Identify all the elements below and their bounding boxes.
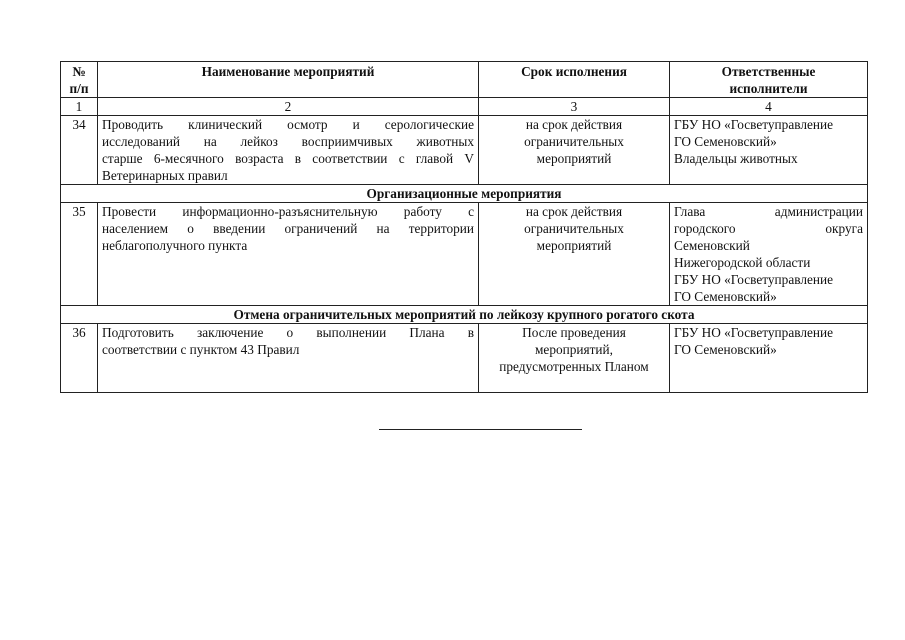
row-deadline [479,324,670,393]
responsible-line: ГБУ НО «Госветуправление [674,117,833,132]
name-line: исследований на лейкоз восприимчивых животных [102,134,474,149]
section-heading-cancellation: Отмена ограничительных мероприятий по лейкозу крупного рогатого скота [61,306,868,324]
index-cell-3: 3 [479,98,670,116]
name-line: населением о введении ограничений на территории [102,221,474,236]
responsible-line: ГБУ НО «Госветуправление [674,325,833,340]
name-line: старше 6-месячного возраста в соответствии с главой V [102,151,474,166]
name-line: Провести информационно-разъяснительную работу с [102,204,474,219]
responsible-line: Глава администрации [674,204,863,219]
responsible-line: Владельцы животных [674,151,798,166]
responsible-line: ГБУ НО «Госветуправление [674,272,833,287]
deadline-line: После проведения [522,325,626,340]
row-name [98,324,479,393]
row-responsible [670,116,868,185]
header-responsible [670,62,868,98]
deadline-line: ограничительных [524,134,624,149]
deadline-line: мероприятий [536,151,612,166]
header-deadline: Срок исполнения [479,62,670,98]
header-num-line2: п/п [69,81,89,96]
column-index-row [61,98,868,116]
header-name: Наименование мероприятий [98,62,479,98]
section-heading-row [61,306,868,324]
row-num: 36 [61,324,98,393]
row-name [98,203,479,306]
name-line: Проводить клинический осмотр и серологические [102,117,474,132]
responsible-line: Семеновский [674,238,750,253]
table-row [61,203,868,306]
row-num: 34 [61,116,98,185]
name-line: неблагополучного пункта [102,238,248,253]
header-responsible-line1: Ответственные [721,64,816,79]
document-end-divider [379,429,582,430]
row-responsible [670,324,868,393]
deadline-line: на срок действия [525,117,623,132]
measures-table [60,61,868,393]
name-line: соответствии с пунктом 43 Правил [102,342,300,357]
section-heading-organizational: Организационные мероприятия [61,185,868,203]
section-heading-row [61,185,868,203]
table-row [61,324,868,393]
deadline-line: мероприятий, [535,342,613,357]
deadline-line: на срок действия [525,204,623,219]
index-cell-4: 4 [670,98,868,116]
row-name [98,116,479,185]
table-header-row [61,62,868,98]
row-deadline [479,116,670,185]
index-cell-1: 1 [61,98,98,116]
deadline-line: ограничительных [524,221,624,236]
row-deadline [479,203,670,306]
responsible-line: ГО Семеновский» [674,342,777,357]
responsible-line: ГО Семеновский» [674,289,777,304]
index-cell-2: 2 [98,98,479,116]
name-line: Ветеринарных правил [102,168,228,183]
responsible-line: Нижегородской области [674,255,811,270]
table-row [61,116,868,185]
header-responsible-line2: исполнители [729,81,808,96]
deadline-line: предусмотренных Планом [499,359,649,374]
deadline-line: мероприятий [536,238,612,253]
responsible-line: городского округа [674,221,863,236]
row-num: 35 [61,203,98,306]
header-num [61,62,98,98]
row-responsible [670,203,868,306]
name-line: Подготовить заключение о выполнении Плана в [102,325,474,340]
header-num-line1: № [72,64,86,79]
responsible-line: ГО Семеновский» [674,134,777,149]
